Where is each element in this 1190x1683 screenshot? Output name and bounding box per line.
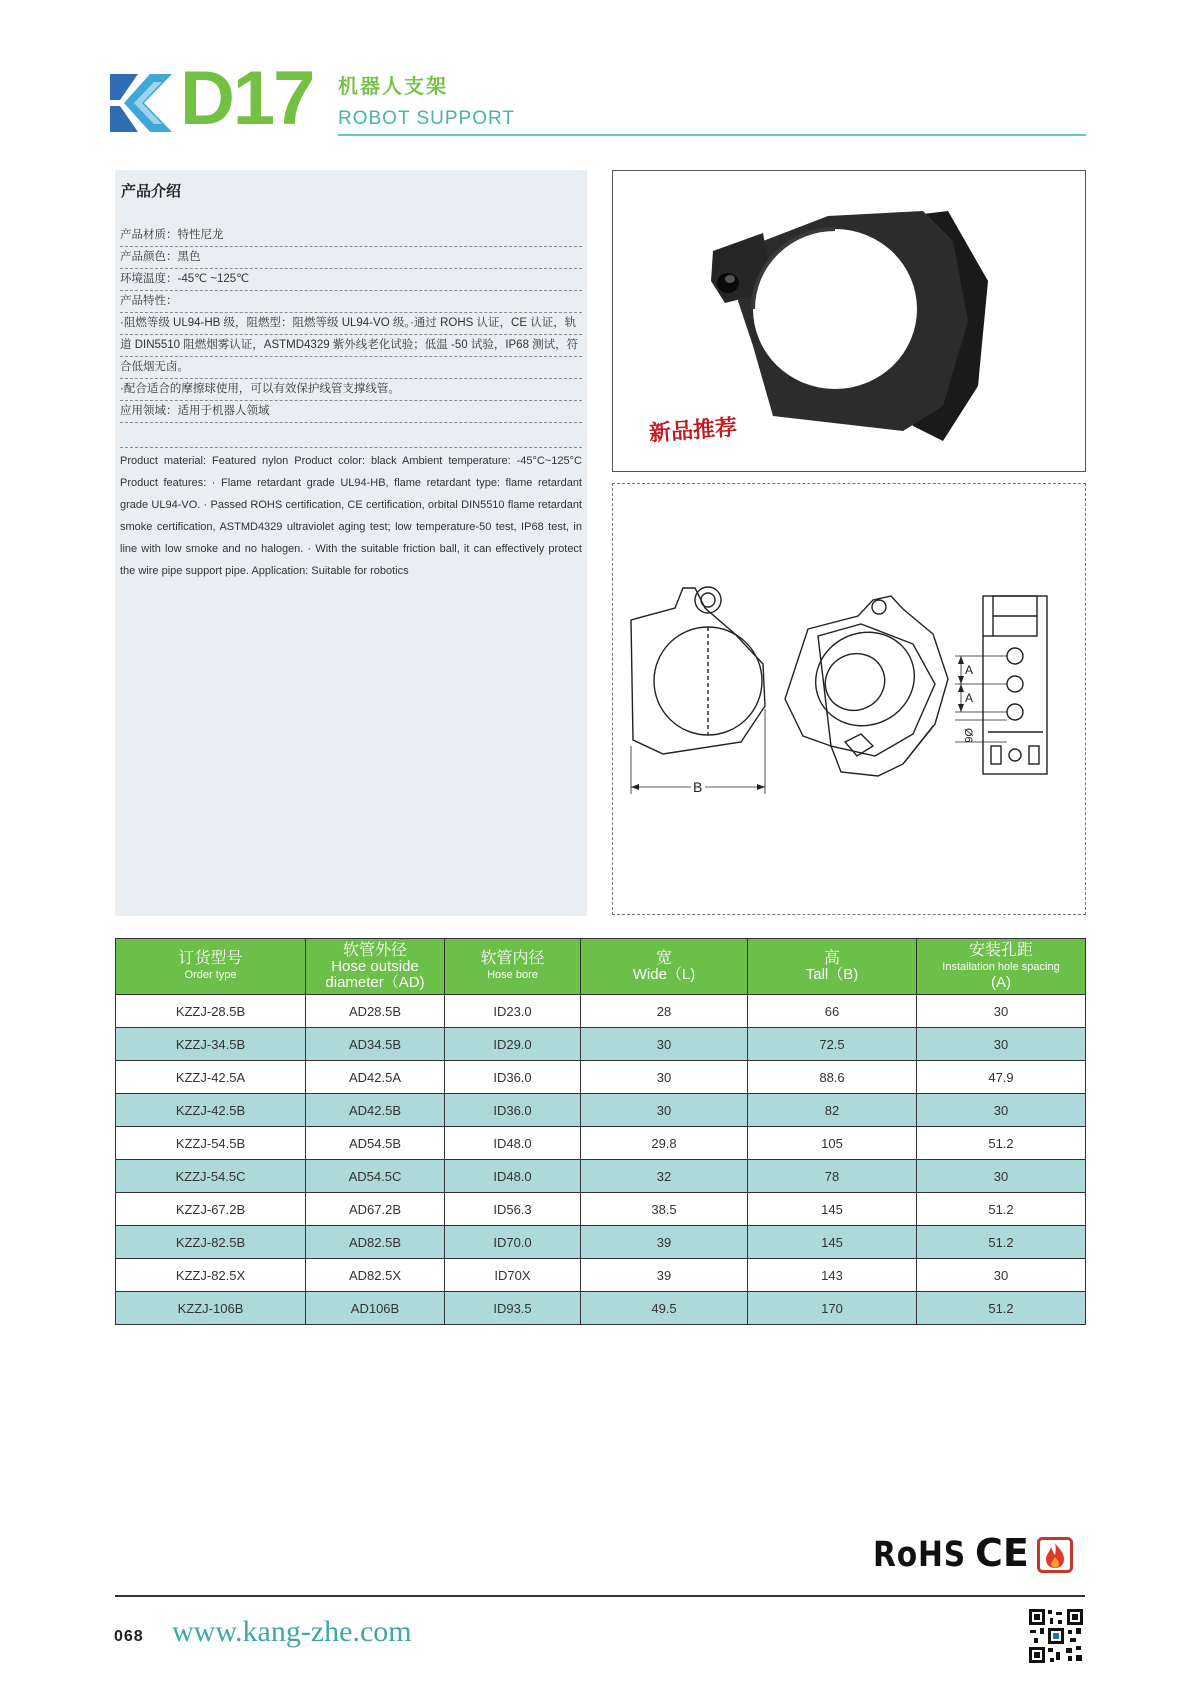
intro-cn-line: 合低烟无卤。	[120, 357, 582, 379]
product-intro-panel	[115, 170, 587, 916]
hose-outside-cell: AD42.5A	[306, 1061, 445, 1094]
hose-bore-cell: ID48.0	[445, 1160, 581, 1193]
hole-spacing-cell: 30	[917, 995, 1086, 1028]
tall-cell: 170	[748, 1292, 917, 1325]
order-type-cell: KZZJ-82.5B	[116, 1226, 306, 1259]
intro-cn-line: 应用领域：适用于机器人领域	[120, 401, 582, 423]
tall-cell: 143	[748, 1259, 917, 1292]
intro-cn-line: 道 DIN5510 阻燃烟雾认证，ASTMD4329 紫外线老化试验；低温 -50 试验，IP68 测试，符	[120, 335, 582, 357]
hole-spacing-cell: 51.2	[917, 1292, 1086, 1325]
wide-cell: 49.5	[581, 1292, 748, 1325]
hole-spacing-cell: 51.2	[917, 1193, 1086, 1226]
wide-cell: 30	[581, 1061, 748, 1094]
order-type-cell: KZZJ-42.5A	[116, 1061, 306, 1094]
dimension-a-label-2: A	[965, 691, 974, 705]
rohs-mark: RoHS	[873, 1535, 967, 1575]
table-row	[116, 1160, 1086, 1193]
intro-cn-line: ·配合适合的摩擦球使用，可以有效保护线管支撑线管。	[120, 379, 582, 401]
dimension-b-label: B	[693, 779, 703, 795]
hole-spacing-cell: 30	[917, 1094, 1086, 1127]
qr-code-icon	[1028, 1608, 1084, 1664]
hose-outside-cell: AD28.5B	[306, 995, 445, 1028]
hose-outside-cell: AD67.2B	[306, 1193, 445, 1226]
table-row	[116, 1292, 1086, 1325]
website-link[interactable]: www.kang-zhe.com	[172, 1615, 412, 1648]
hose-outside-cell: AD82.5B	[306, 1226, 445, 1259]
intro-heading: 产品介绍	[121, 183, 182, 200]
hose-bore-cell: ID36.0	[445, 1061, 581, 1094]
hole-diameter-label: Ø6	[962, 728, 974, 743]
intro-cn-line: ·阻燃等级 UL94-HB 级，阻燃型：阻燃等级 UL94-VO 级。·通过 ROHS 认证，CE 认证，轨	[120, 313, 582, 335]
product-photo	[612, 170, 1086, 472]
table-row	[116, 1226, 1086, 1259]
tall-cell: 145	[748, 1226, 917, 1259]
hole-spacing-cell: 30	[917, 1160, 1086, 1193]
wide-cell: 29.8	[581, 1127, 748, 1160]
hole-spacing-cell: 30	[917, 1028, 1086, 1061]
order-type-cell: KZZJ-34.5B	[116, 1028, 306, 1061]
wide-cell: 32	[581, 1160, 748, 1193]
order-type-cell: KZZJ-54.5B	[116, 1127, 306, 1160]
intro-en-text: Product material: Featured nylon Product color: black Ambient temperature: -45°C~125°C Product features: · Flame retardant grade UL94-HB, flame retardant type: flame retardant grade UL94-VO. · Passed ROHS certification, CE certification, orbital DIN5510 flame retardant smoke certification, ASTMD4329 ultraviolet aging test; low temperature-50 test, IP68 test, in line with low smoke and no halogen. · With the suitable friction ball, it can effectively protect the wire pipe support pipe. Application: Suitable for robotics	[120, 447, 582, 582]
hole-spacing-cell: 47.9	[917, 1061, 1086, 1094]
hose-bore-cell: ID70.0	[445, 1226, 581, 1259]
intro-cn-line: 产品特性：	[120, 291, 582, 313]
wide-cell: 30	[581, 1094, 748, 1127]
ce-mark: CE	[975, 1531, 1029, 1575]
intro-cn-line: 环境温度：-45℃ ~125℃	[120, 269, 582, 291]
order-type-cell: KZZJ-67.2B	[116, 1193, 306, 1226]
hose-outside-cell: AD54.5B	[306, 1127, 445, 1160]
col-hole-spacing: 安装孔距 Installation hole spacing (A)	[917, 939, 1086, 995]
flame-retardant-icon	[1037, 1537, 1073, 1573]
hose-outside-cell: AD106B	[306, 1292, 445, 1325]
page-title-en: ROBOT SUPPORT	[338, 108, 515, 129]
model-code: D17	[180, 56, 314, 141]
hose-outside-cell: AD42.5B	[306, 1094, 445, 1127]
tall-cell: 145	[748, 1193, 917, 1226]
hose-outside-cell: AD82.5X	[306, 1259, 445, 1292]
hose-outside-cell: AD54.5C	[306, 1160, 445, 1193]
spec-table	[115, 938, 1086, 1325]
intro-cn-line: 产品材质：特性尼龙	[120, 225, 582, 247]
col-hose-outside-diameter: 软管外径 Hose outside diameter（AD)	[306, 939, 445, 995]
tall-cell: 72.5	[748, 1028, 917, 1061]
col-hose-bore: 软管内径 Hose bore	[445, 939, 581, 995]
order-type-cell: KZZJ-106B	[116, 1292, 306, 1325]
hole-spacing-cell: 51.2	[917, 1127, 1086, 1160]
hose-bore-cell: ID36.0	[445, 1094, 581, 1127]
dimension-a-label-1: A	[965, 663, 974, 677]
hose-bore-cell: ID70X	[445, 1259, 581, 1292]
wide-cell: 28	[581, 995, 748, 1028]
order-type-cell: KZZJ-28.5B	[116, 995, 306, 1028]
footer-divider	[115, 1595, 1085, 1597]
table-row	[116, 1259, 1086, 1292]
svg-text:新品推荐: 新品推荐	[648, 415, 738, 447]
table-row	[116, 1094, 1086, 1127]
technical-drawing	[612, 483, 1086, 915]
tall-cell: 105	[748, 1127, 917, 1160]
hose-bore-cell: ID23.0	[445, 995, 581, 1028]
intro-cn-line: 产品颜色：黑色	[120, 247, 582, 269]
table-header-row	[116, 939, 1086, 995]
product-photo-illustration	[613, 171, 1085, 471]
table-row	[116, 1061, 1086, 1094]
page-number: 068	[114, 1628, 144, 1645]
technical-drawing-illustration	[613, 484, 1085, 914]
wide-cell: 39	[581, 1226, 748, 1259]
col-wide: 宽 Wide（L)	[581, 939, 748, 995]
hose-bore-cell: ID56.3	[445, 1193, 581, 1226]
tall-cell: 78	[748, 1160, 917, 1193]
order-type-cell: KZZJ-54.5C	[116, 1160, 306, 1193]
col-tall: 高 Tall（B)	[748, 939, 917, 995]
header-divider	[338, 134, 1086, 136]
hose-bore-cell: ID48.0	[445, 1127, 581, 1160]
tall-cell: 66	[748, 995, 917, 1028]
wide-cell: 38.5	[581, 1193, 748, 1226]
table-row	[116, 1193, 1086, 1226]
hose-bore-cell: ID93.5	[445, 1292, 581, 1325]
wide-cell: 30	[581, 1028, 748, 1061]
brand-logo	[110, 70, 172, 136]
page-title-cn: 机器人支架	[338, 76, 448, 98]
wide-cell: 39	[581, 1259, 748, 1292]
order-type-cell: KZZJ-42.5B	[116, 1094, 306, 1127]
hole-spacing-cell: 51.2	[917, 1226, 1086, 1259]
table-row	[116, 1028, 1086, 1061]
col-order-type: 订货型号 Order type	[116, 939, 306, 995]
hose-outside-cell: AD34.5B	[306, 1028, 445, 1061]
table-row	[116, 995, 1086, 1028]
hose-bore-cell: ID29.0	[445, 1028, 581, 1061]
order-type-cell: KZZJ-82.5X	[116, 1259, 306, 1292]
table-row	[116, 1127, 1086, 1160]
tall-cell: 82	[748, 1094, 917, 1127]
tall-cell: 88.6	[748, 1061, 917, 1094]
hole-spacing-cell: 30	[917, 1259, 1086, 1292]
